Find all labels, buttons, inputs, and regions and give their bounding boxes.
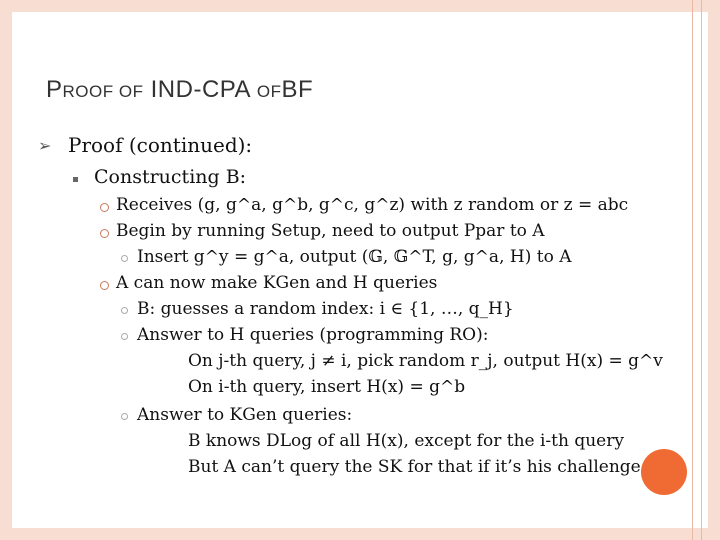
decorative-rail xyxy=(692,0,702,540)
decorative-orange-circle xyxy=(641,449,687,495)
ring-bullet-icon xyxy=(100,229,109,238)
bullet-begin-setup: Begin by running Setup, need to output Ppar to A xyxy=(116,221,545,241)
bullet-constructing-b: Constructing B: xyxy=(94,166,247,188)
text-jth-query: On j-th query, j ≠ i, pick random r_j, output H(x) = g^v xyxy=(188,351,663,371)
text-dlog: B knows DLog of all H(x), except for the i-th query xyxy=(188,431,624,451)
bullet-h-queries: Answer to H queries (programming RO): xyxy=(137,325,489,345)
bullet-insert: Insert g^y = g^a, output (𝔾, 𝔾^T, g, g^a, H) to A xyxy=(137,247,572,267)
small-ring-bullet-icon xyxy=(121,307,128,314)
small-ring-bullet-icon xyxy=(121,413,128,420)
bullet-kgen-queries: Answer to KGen queries: xyxy=(137,405,353,425)
bullet-guess-index: B: guesses a random index: i ∈ {1, …, q_H} xyxy=(137,299,514,319)
small-ring-bullet-icon xyxy=(121,255,128,262)
ring-bullet-icon xyxy=(100,203,109,212)
square-bullet-icon xyxy=(73,177,78,182)
arrow-bullet-icon: ➢ xyxy=(38,136,52,155)
small-ring-bullet-icon xyxy=(121,333,128,340)
slide-title: PROOF OF IND-CPA OFBF xyxy=(46,76,314,103)
bullet-receives: Receives (g, g^a, g^b, g^c, g^z) with z random or z = abc xyxy=(116,195,629,215)
ring-bullet-icon xyxy=(100,281,109,290)
bullet-proof-continued: Proof (continued): xyxy=(68,133,253,157)
bullet-a-queries: A can now make KGen and H queries xyxy=(116,273,438,293)
text-sk-challenge: But A can’t query the SK for that if it’s his challenge xyxy=(188,457,641,477)
text-ith-query: On i-th query, insert H(x) = g^b xyxy=(188,377,466,397)
